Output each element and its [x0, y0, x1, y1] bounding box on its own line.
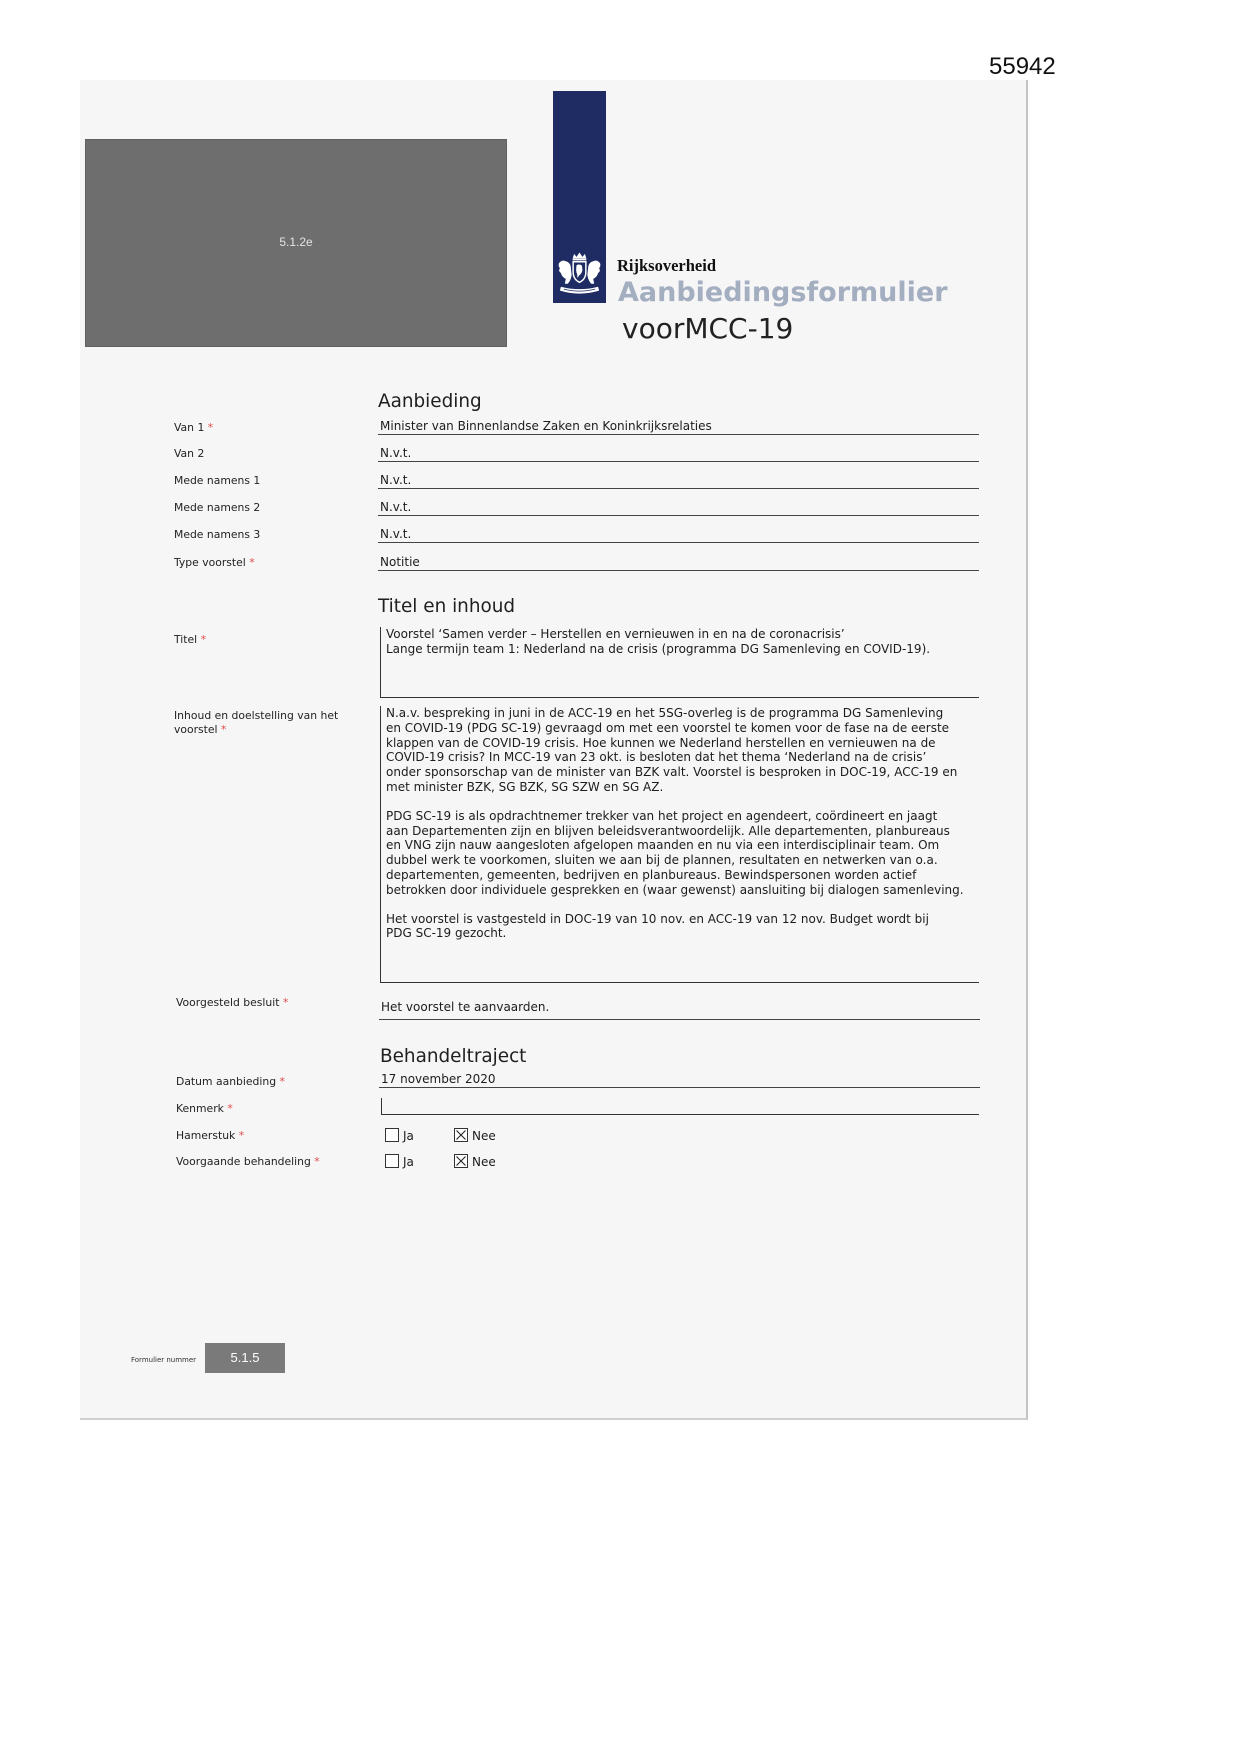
field-voorgesteld-besluit[interactable]: [379, 996, 980, 1020]
hamerstuk-nee-checkbox[interactable]: [454, 1128, 468, 1142]
label-text: Titel: [174, 633, 198, 646]
hamerstuk-ja-checkbox[interactable]: [385, 1128, 399, 1142]
field-value: N.v.t.: [380, 473, 412, 487]
redaction-label: 5.1.2e: [279, 235, 313, 249]
page-number: 55942: [989, 53, 1056, 80]
label-text: Datum aanbieding: [176, 1075, 277, 1088]
label-text: Inhoud en doelstelling van het: [174, 709, 339, 722]
required-marker: *: [220, 723, 227, 736]
form-title: Aanbiedingsformulier: [618, 277, 948, 308]
field-van-1[interactable]: [378, 417, 979, 435]
field-type-voorstel[interactable]: [378, 553, 979, 571]
option-label: Nee: [472, 1129, 496, 1143]
field-datum-aanbieding[interactable]: [379, 1070, 980, 1088]
required-marker: *: [282, 996, 289, 1009]
label-text: Kenmerk: [176, 1102, 224, 1115]
org-name: Rijksoverheid: [617, 256, 716, 275]
rijkswapen-coat-of-arms-icon: [556, 251, 603, 297]
field-value: Minister van Binnenlandse Zaken en Koninkrijksrelaties: [380, 419, 712, 433]
redaction-block: [85, 139, 507, 347]
inhoud-paragraph: [386, 706, 979, 795]
form-number-label: Formulier nummer: [131, 1356, 197, 1364]
field-mede-namens-3[interactable]: [378, 525, 979, 543]
inhoud-text-line: dubbel werk te voorkomen, sluiten we aan bij de plannen, resultaten en netwerken van o.a.: [386, 853, 938, 868]
inhoud-text-line: en VNG zijn nauw aangesloten afgelopen maanden en nu via een interdisciplinair team. Om: [386, 838, 940, 853]
form-number-badge: 5.1.5: [205, 1343, 285, 1373]
option-label: Ja: [403, 1129, 414, 1143]
rijksoverheid-logo-bar: [553, 91, 606, 303]
label-voorgesteld-besluit: [176, 996, 288, 1009]
inhoud-text-line: PDG SC-19 is als opdrachtnemer trekker van het project en agendeert, coördineert en jaagt: [386, 808, 938, 823]
label-type-voorstel: [174, 556, 255, 569]
field-value: Notitie: [380, 555, 420, 569]
voorgaande-behandeling-nee-checkbox[interactable]: [454, 1154, 468, 1168]
required-marker: *: [249, 556, 255, 569]
titel-text-line: Voorstel ‘Samen verder – Herstellen en vernieuwen in en na de coronacrisis’: [386, 627, 845, 641]
section-heading-behandeltraject: Behandeltraject: [380, 1046, 527, 1067]
label-kenmerk: [176, 1102, 233, 1115]
inhoud-paragraph: [386, 912, 979, 942]
hamerstuk-option-nee[interactable]: [454, 1128, 496, 1143]
voorgaande-behandeling-option-ja[interactable]: [385, 1154, 414, 1169]
checkmark-x-icon: [455, 1129, 467, 1141]
label-voorgaande-behandeling: [176, 1155, 320, 1168]
field-van-2[interactable]: [378, 444, 979, 462]
label-text: Mede namens 2: [174, 501, 261, 514]
option-label: Ja: [403, 1155, 414, 1169]
inhoud-text-line: klappen van de COVID-19 crisis. Hoe kunnen we Nederland herstellen en vernieuwen na de: [386, 735, 936, 750]
label-text: Mede namens 3: [174, 528, 261, 541]
section-heading-titel-en-inhoud: Titel en inhoud: [378, 596, 516, 617]
titel-text-line: Lange termijn team 1: Nederland na de crisis (programma DG Samenleving en COVID-19).: [386, 641, 931, 656]
option-label: Nee: [472, 1155, 496, 1169]
field-kenmerk[interactable]: [381, 1098, 979, 1115]
field-value: N.v.t.: [380, 527, 412, 541]
label-van-1: [174, 421, 213, 434]
label-text: Van 1: [174, 421, 205, 434]
field-value: 17 november 2020: [381, 1072, 496, 1086]
label-datum-aanbieding: [176, 1075, 285, 1088]
inhoud-text-line: onder sponsorschap van de minister van BZK valt. Voorstel is besproken in DOC-19, ACC-19 en: [386, 765, 958, 780]
label-text: Voorgaande behandeling: [176, 1155, 311, 1168]
label-inhoud-en-doelstelling: [174, 709, 338, 737]
section-heading-aanbieding: Aanbieding: [378, 391, 482, 412]
field-titel[interactable]: [380, 627, 979, 698]
required-marker: *: [314, 1155, 320, 1168]
inhoud-paragraph: [386, 809, 979, 898]
field-value: Het voorstel te aanvaarden.: [381, 1000, 550, 1014]
label-text: voorstel: [174, 723, 218, 736]
inhoud-text-line: met minister BZK, SG BZK, SG SZW en SG AZ.: [386, 779, 664, 794]
label-mede-namens-2: [174, 501, 260, 514]
form-subtitle: voorMCC-19: [622, 312, 794, 345]
field-inhoud-en-doelstelling[interactable]: [380, 706, 979, 983]
inhoud-text-line: PDG SC-19 gezocht.: [386, 926, 507, 941]
voorgaande-behandeling-option-nee[interactable]: [454, 1154, 496, 1169]
label-text: Type voorstel: [174, 556, 246, 569]
inhoud-text-line: departementen, gemeenten, bedrijven en planbureaus. Bewindspersonen worden actief: [386, 867, 917, 882]
inhoud-text-line: aan Departementen zijn en blijven beleidsverantwoordelijk. Alle departementen, planbureaus: [386, 823, 950, 838]
checkmark-x-icon: [455, 1155, 467, 1167]
required-marker: *: [227, 1102, 233, 1115]
label-text: Voorgesteld besluit: [176, 996, 280, 1009]
label-titel: [174, 633, 206, 646]
inhoud-text-line: Het voorstel is vastgesteld in DOC-19 van 10 nov. en ACC-19 van 12 nov. Budget wordt bij: [386, 911, 929, 926]
inhoud-text-line: betrokken door individuele gesprekken en (waar gewenst) aansluiting bij dialogen samenleving.: [386, 882, 964, 897]
hamerstuk-option-ja[interactable]: [385, 1128, 414, 1143]
inhoud-text-line: COVID-19 crisis? In MCC-19 van 23 okt. is besloten dat het thema ‘Nederland na de crisis’: [386, 750, 927, 765]
voorgaande-behandeling-ja-checkbox[interactable]: [385, 1154, 399, 1168]
label-text: Hamerstuk: [176, 1129, 236, 1142]
field-mede-namens-2[interactable]: [378, 498, 979, 516]
label-mede-namens-3: [174, 528, 260, 541]
required-marker: *: [200, 633, 206, 646]
label-hamerstuk: [176, 1129, 244, 1142]
required-marker: *: [207, 421, 214, 434]
required-marker: *: [238, 1129, 245, 1142]
label-text: Van 2: [174, 447, 205, 460]
required-marker: *: [279, 1075, 285, 1088]
field-value: N.v.t.: [380, 446, 412, 460]
field-value: N.v.t.: [380, 500, 412, 514]
inhoud-text-line: en COVID-19 (PDG SC-19) gevraagd om met een voorstel te komen voor de fase na de eerste: [386, 720, 950, 735]
label-text: Mede namens 1: [174, 474, 261, 487]
label-mede-namens-1: [174, 474, 260, 487]
label-van-2: [174, 447, 204, 460]
inhoud-text-line: N.a.v. bespreking in juni in de ACC-19 en het 5SG-overleg is de programma DG Samenleving: [386, 706, 944, 720]
label-text-line-2: [174, 723, 338, 737]
field-mede-namens-1[interactable]: [378, 471, 979, 489]
